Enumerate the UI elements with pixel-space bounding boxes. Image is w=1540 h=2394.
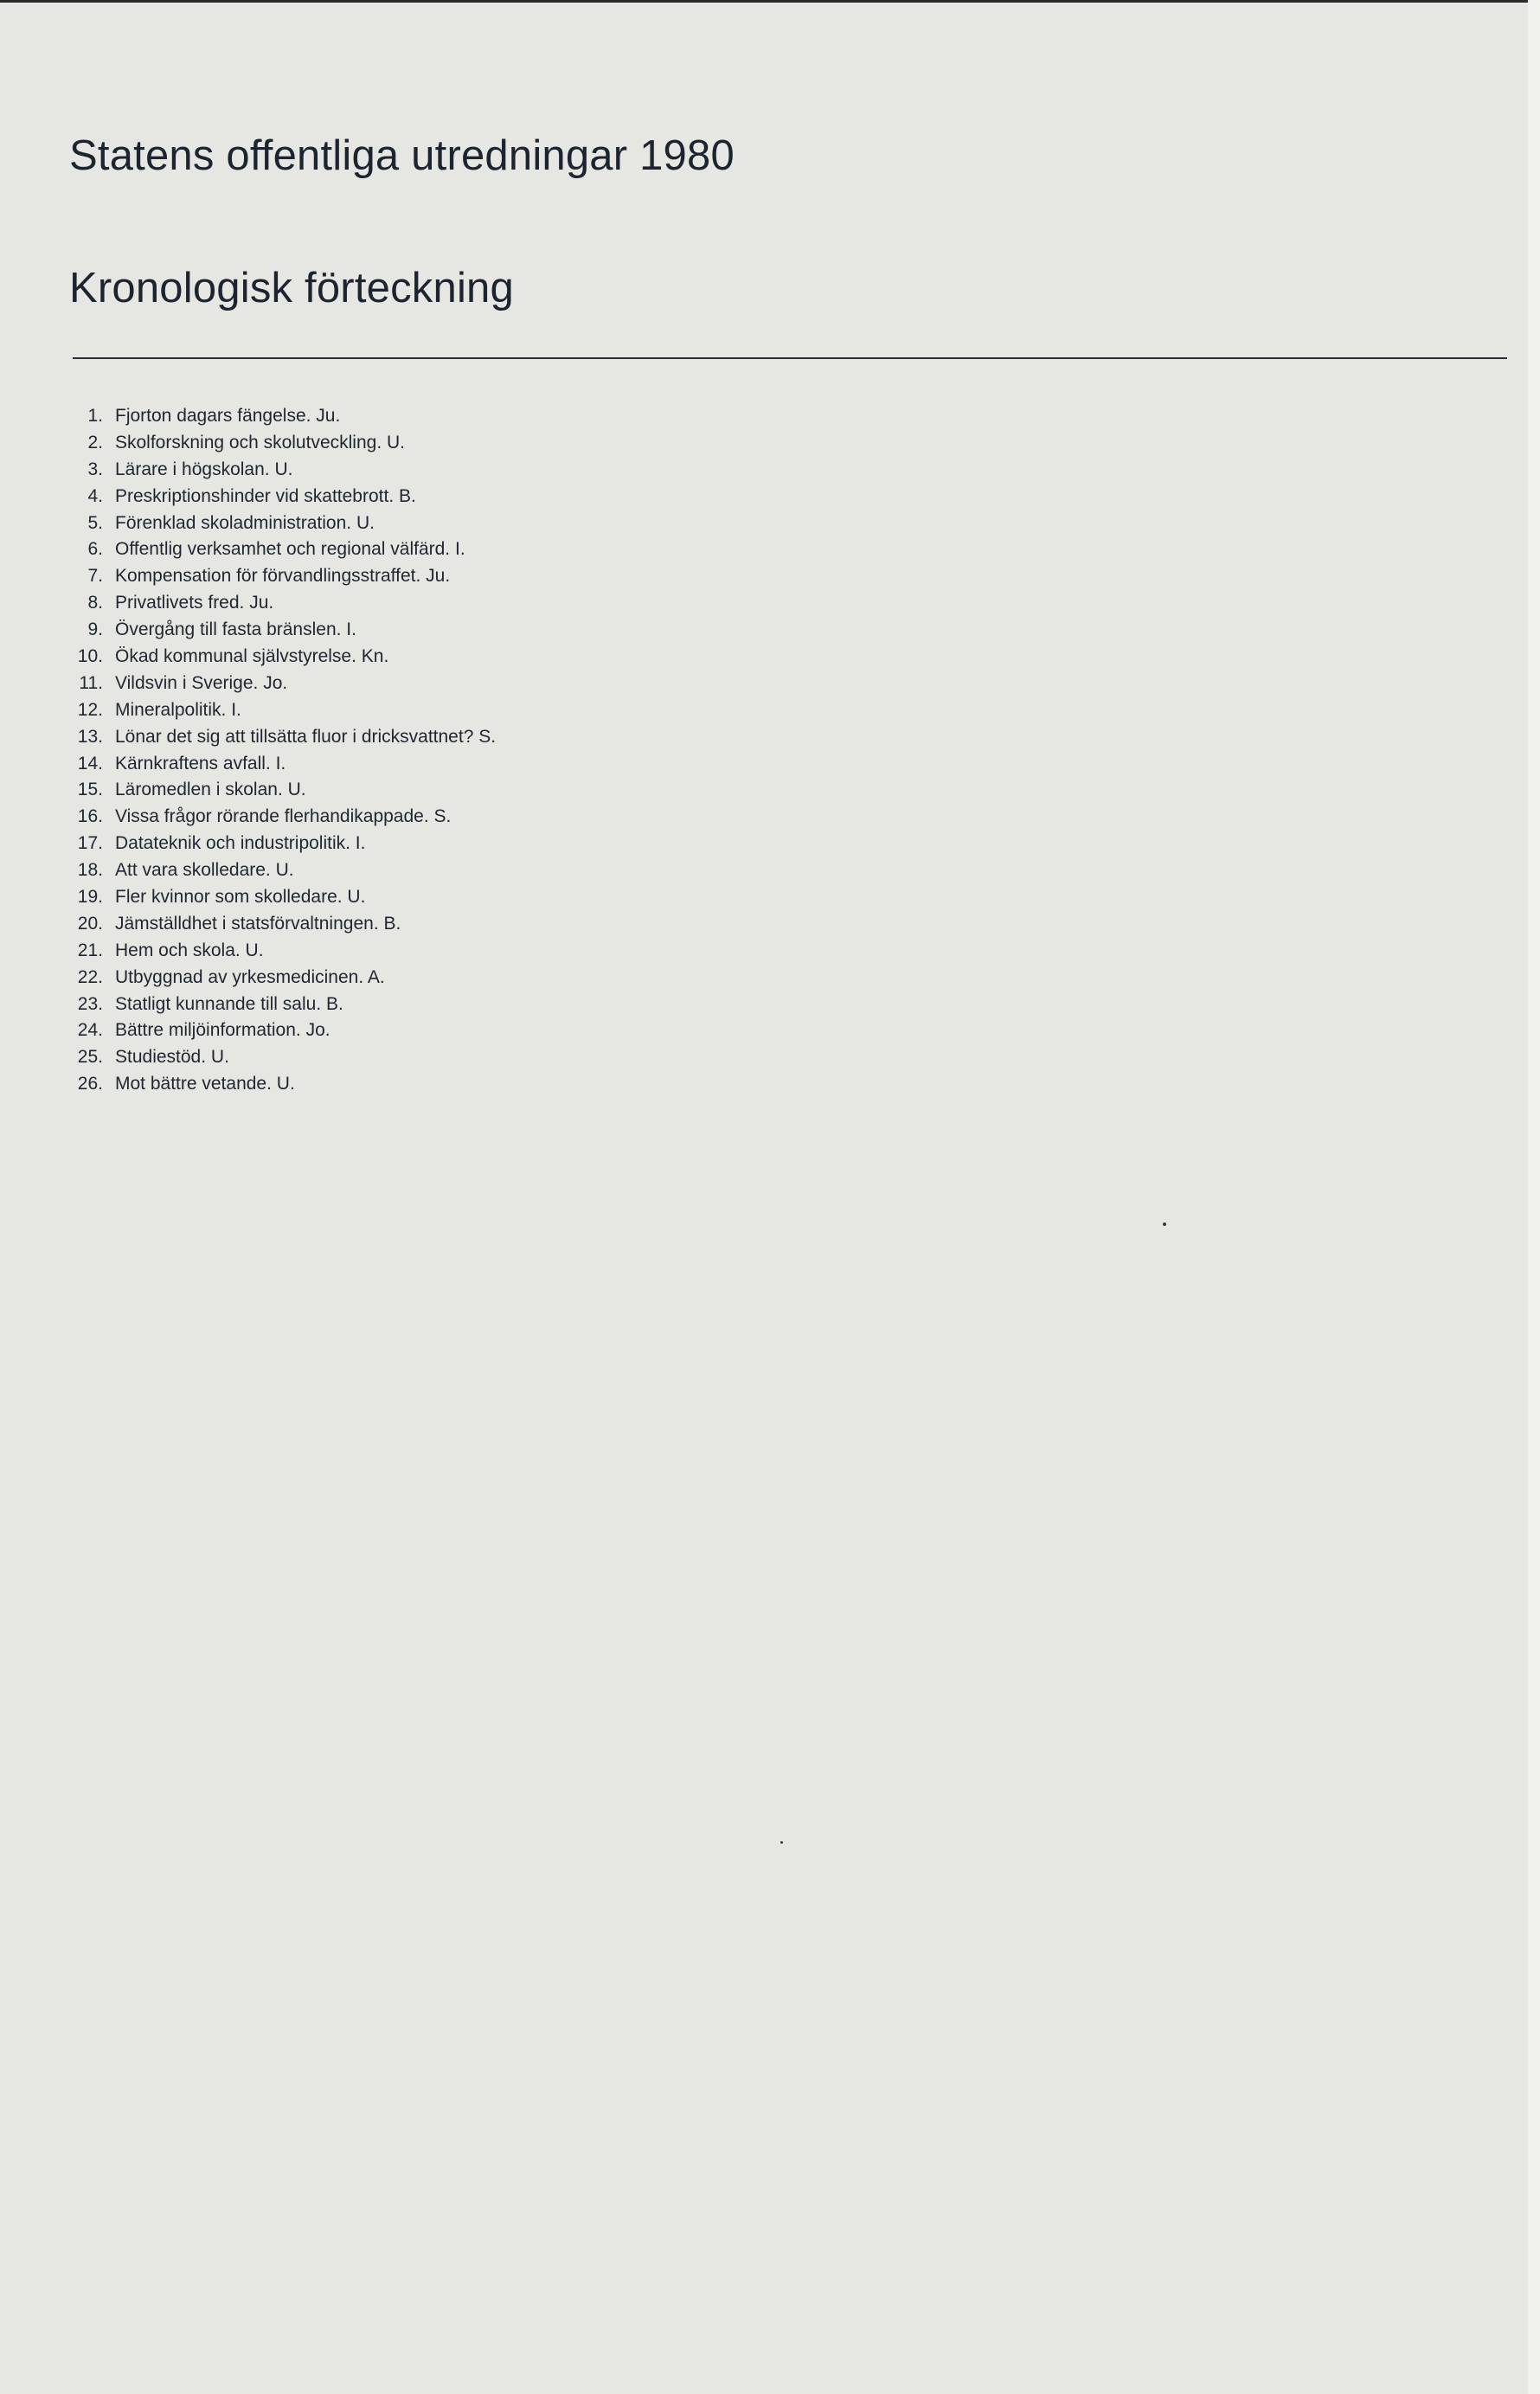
list-item-title: Läromedlen i skolan. U. [115, 780, 306, 800]
list-item-number: 19. [77, 887, 103, 908]
list-item-title: Mot bättre vetande. U. [115, 1074, 295, 1094]
list-item-title: Datateknik och industripolitik. I. [115, 833, 366, 854]
list-item-number: 2. [87, 432, 103, 452]
list-item-title: Vildsvin i Sverige. Jo. [115, 672, 288, 693]
list-item-number: 9. [87, 619, 103, 640]
list-item-number: 4. [87, 485, 103, 506]
list-item-title: Hem och skola. U. [115, 940, 264, 960]
list-item [69, 1017, 496, 1044]
list-item-title: Lönar det sig att tillsätta fluor i dricksvattnet? S. [115, 726, 497, 747]
list-item-title: Kompensation för förvandlingsstraffet. Ju. [115, 566, 451, 587]
list-item-title: Utbyggnad av yrkesmedicinen. A. [115, 966, 385, 987]
list-item-title: Kärnkraftens avfall. I. [115, 753, 286, 773]
list-item [69, 804, 496, 831]
list-item-number: 11. [79, 672, 103, 693]
list-item [69, 992, 496, 1018]
list-item-number: 21. [77, 940, 103, 960]
list-item-number: 17. [77, 833, 103, 854]
list-item [69, 510, 496, 537]
list-item-number: 7. [87, 566, 103, 587]
report-list [69, 403, 496, 1098]
list-item-number: 3. [87, 459, 103, 479]
list-item-title: Övergång till fasta bränslen. I. [115, 619, 356, 640]
list-item-number: 10. [77, 646, 103, 667]
list-item [69, 965, 496, 992]
list-item-title: Statligt kunnande till salu. B. [115, 993, 343, 1014]
list-item [69, 724, 496, 751]
page-right-edge [1528, 0, 1540, 2394]
list-item [69, 1044, 496, 1071]
list-item [69, 430, 496, 457]
list-item [69, 563, 496, 590]
list-item-number: 18. [77, 860, 103, 881]
list-item-number: 12. [77, 699, 103, 720]
list-item-number: 14. [77, 753, 103, 773]
list-item [69, 617, 496, 644]
list-item [69, 536, 496, 563]
list-item-title: Studiestöd. U. [115, 1047, 229, 1068]
list-item-title: Vissa frågor rörande flerhandikappade. S. [115, 806, 452, 827]
list-item-number: 8. [87, 593, 103, 613]
list-item [69, 671, 496, 697]
list-item [69, 938, 496, 965]
list-item [69, 457, 496, 484]
list-item [69, 884, 496, 911]
list-item-title: Preskriptionshinder vid skattebrott. B. [115, 485, 416, 506]
list-item-number: 23. [77, 993, 103, 1014]
list-item [69, 590, 496, 617]
list-item [69, 403, 496, 430]
list-item-number: 5. [87, 512, 103, 533]
list-item [69, 484, 496, 510]
list-item-title: Att vara skolledare. U. [115, 860, 294, 881]
paper-speck [1163, 1223, 1166, 1226]
list-item [69, 697, 496, 724]
list-item-title: Bättre miljöinformation. Jo. [115, 1020, 330, 1041]
list-item-title: Förenklad skoladministration. U. [115, 512, 375, 533]
list-item [69, 831, 496, 857]
document-title: Statens offentliga utredningar 1980 [69, 132, 735, 179]
list-item-title: Fler kvinnor som skolledare. U. [115, 887, 366, 908]
list-item-title: Fjorton dagars fängelse. Ju. [115, 406, 341, 426]
list-item-number: 16. [77, 806, 103, 827]
list-item-title: Ökad kommunal självstyrelse. Kn. [115, 646, 389, 667]
list-item-number: 1. [87, 406, 103, 426]
list-item-number: 6. [87, 539, 103, 560]
list-item-title: Lärare i högskolan. U. [115, 459, 293, 479]
list-item-title: Mineralpolitik. I. [115, 699, 241, 720]
list-item-title: Privatlivets fred. Ju. [115, 593, 274, 613]
page-top-edge [0, 0, 1540, 3]
list-item-title: Offentlig verksamhet och regional välfärd. I. [115, 539, 465, 560]
list-item-number: 22. [77, 966, 103, 987]
list-item-number: 24. [77, 1020, 103, 1041]
list-item [69, 857, 496, 884]
list-item-title: Skolforskning och skolutveckling. U. [115, 432, 405, 452]
paper-speck [780, 1841, 783, 1844]
list-item-number: 20. [77, 913, 103, 934]
list-item-number: 13. [77, 726, 103, 747]
list-item [69, 911, 496, 938]
list-item [69, 777, 496, 804]
list-item-number: 25. [77, 1047, 103, 1068]
list-item-title: Jämställdhet i statsförvaltningen. B. [115, 913, 401, 934]
horizontal-rule [73, 357, 1507, 359]
list-item-number: 26. [77, 1074, 103, 1094]
list-item [69, 1071, 496, 1098]
document-subtitle: Kronologisk förteckning [69, 265, 514, 311]
list-item [69, 644, 496, 671]
list-item [69, 751, 496, 778]
list-item-number: 15. [77, 780, 103, 800]
